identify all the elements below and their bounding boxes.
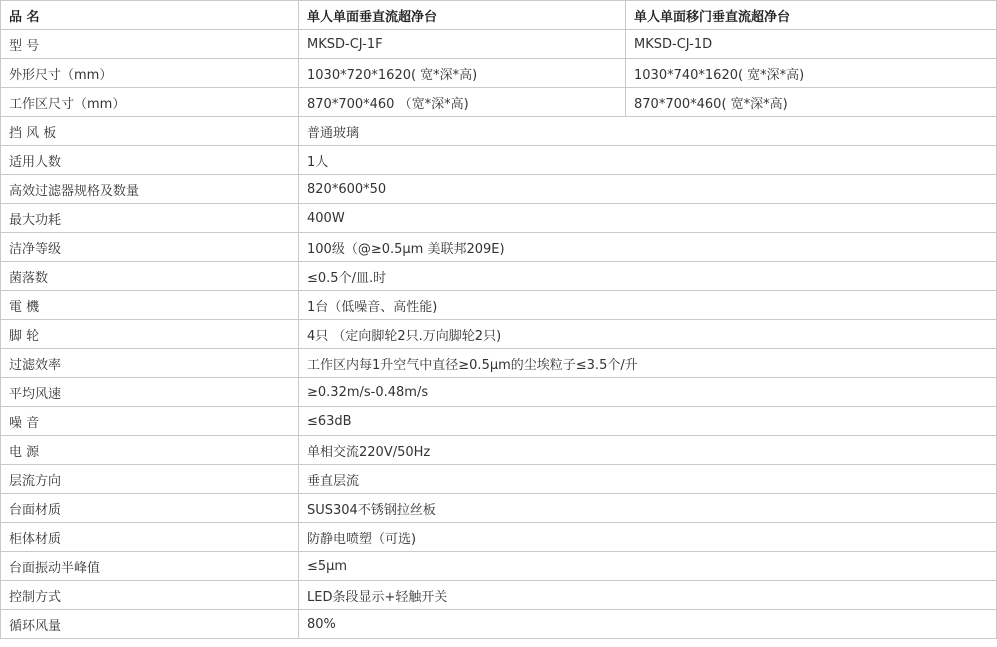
row-value: 垂直层流 — [299, 465, 997, 494]
header-cell-model-1f: 单人单面垂直流超净台 — [299, 1, 626, 30]
row-value: LED条段显示+轻触开关 — [299, 581, 997, 610]
row-label: 電 機 — [1, 291, 299, 320]
row-label: 平均风速 — [1, 378, 299, 407]
table-row — [1, 59, 997, 88]
row-label: 台面振动半峰值 — [1, 552, 299, 581]
table-row — [1, 610, 997, 639]
table-row — [1, 146, 997, 175]
row-value: MKSD-CJ-1D — [626, 30, 997, 59]
row-value: SUS304不锈钢拉丝板 — [299, 494, 997, 523]
row-value: 单相交流220V/50Hz — [299, 436, 997, 465]
table-row — [1, 262, 997, 291]
row-label: 控制方式 — [1, 581, 299, 610]
row-value: 防静电喷塑（可选) — [299, 523, 997, 552]
table-row — [1, 349, 997, 378]
table-row — [1, 204, 997, 233]
row-label: 高效过滤器规格及数量 — [1, 175, 299, 204]
table-row — [1, 465, 997, 494]
table-row — [1, 494, 997, 523]
row-label: 挡 风 板 — [1, 117, 299, 146]
table-row — [1, 117, 997, 146]
row-value: 100级（@≥0.5μm 美联邦209E) — [299, 233, 997, 262]
row-value: ≤0.5个/皿.时 — [299, 262, 997, 291]
row-value: ≥0.32m/s-0.48m/s — [299, 378, 997, 407]
header-row — [1, 1, 997, 30]
row-label: 循环风量 — [1, 610, 299, 639]
table-row — [1, 30, 997, 59]
row-value: 工作区内每1升空气中直径≥0.5μm的尘埃粒子≤3.5个/升 — [299, 349, 997, 378]
table-row — [1, 320, 997, 349]
row-value: 普通玻璃 — [299, 117, 997, 146]
row-value: ≤63dB — [299, 407, 997, 436]
table-row — [1, 407, 997, 436]
row-value: 400W — [299, 204, 997, 233]
row-value: 1台（低噪音、高性能) — [299, 291, 997, 320]
table-row — [1, 581, 997, 610]
row-label: 柜体材质 — [1, 523, 299, 552]
row-label: 电 源 — [1, 436, 299, 465]
table-row — [1, 233, 997, 262]
row-label: 外形尺寸（mm） — [1, 59, 299, 88]
row-value: 1人 — [299, 146, 997, 175]
row-value: 1030*740*1620( 宽*深*高) — [626, 59, 997, 88]
row-value: 80% — [299, 610, 997, 639]
header-cell-name: 品 名 — [1, 1, 299, 30]
row-label: 台面材质 — [1, 494, 299, 523]
row-label: 适用人数 — [1, 146, 299, 175]
row-value: 4只 （定向脚轮2只.万向脚轮2只) — [299, 320, 997, 349]
row-value: 820*600*50 — [299, 175, 997, 204]
row-label: 洁净等级 — [1, 233, 299, 262]
row-value: ≤5μm — [299, 552, 997, 581]
table-row — [1, 291, 997, 320]
row-label: 工作区尺寸（mm） — [1, 88, 299, 117]
table-row — [1, 523, 997, 552]
table-row — [1, 175, 997, 204]
row-value: 870*700*460 （宽*深*高) — [299, 88, 626, 117]
table-row — [1, 436, 997, 465]
table-row — [1, 378, 997, 407]
row-label: 脚 轮 — [1, 320, 299, 349]
header-cell-model-1d: 单人单面移门垂直流超净台 — [626, 1, 997, 30]
row-label: 最大功耗 — [1, 204, 299, 233]
table-row — [1, 552, 997, 581]
row-value: 1030*720*1620( 宽*深*高) — [299, 59, 626, 88]
row-label: 噪 音 — [1, 407, 299, 436]
row-value: 870*700*460( 宽*深*高) — [626, 88, 997, 117]
row-label: 过滤效率 — [1, 349, 299, 378]
row-label: 层流方向 — [1, 465, 299, 494]
row-label: 菌落数 — [1, 262, 299, 291]
row-value: MKSD-CJ-1F — [299, 30, 626, 59]
table-row — [1, 88, 997, 117]
row-label: 型 号 — [1, 30, 299, 59]
